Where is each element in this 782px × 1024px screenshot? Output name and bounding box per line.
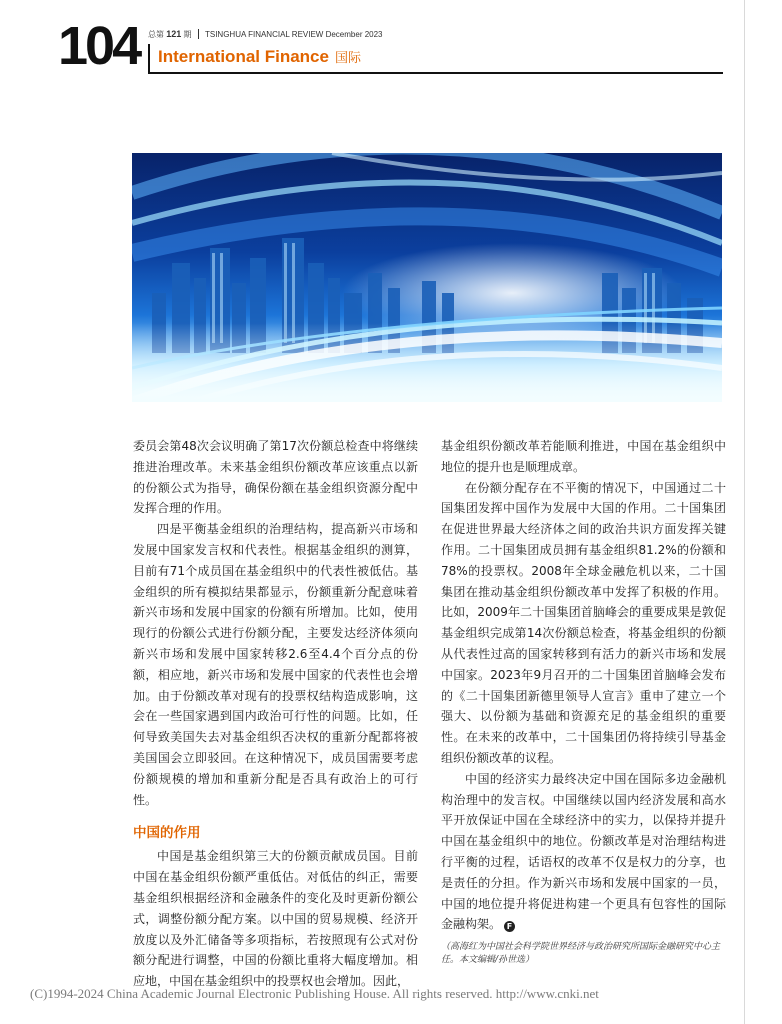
right-paragraph-3 [441, 769, 726, 935]
header-separator [198, 29, 199, 39]
right-paragraph-1: 基金组织份额改革若能顺利推进，中国在基金组织中地位的提升也是顺理成章。 [441, 439, 726, 474]
issue-suffix: 期 [183, 30, 192, 39]
section-heading: 中国的作用 [133, 825, 201, 842]
header-rule [148, 72, 723, 74]
left-paragraph-2: 四是平衡基金组织的治理结构，提高新兴市场和发展中国家发言权和代表性。根据基金组织的测算，目前有71个成员国在基金组织中的代表性被低估。基金组织的所有模拟结果都显示，份额重新分配意味着新兴市场和发展中国家的份额有所增加。比如，使用现行的份额公式进行份额分配，主要发达经济体须向新兴市场和发展中国家转移2.6至4.4个百分点的份额，相应地，新兴市场和发展中国家的代表性也会增加。由于份额改革对现有的投票权结构造成影响，这会在一些国家遇到国内政治可行性的问题。比如，任何导致美国失去对基金组织否决权的重新分配都将被美国国会立即驳回。在这种情况下，成员国需要考虑份额规模的增加和重新分配是否具有政治上的可行性。 [133, 522, 418, 807]
issue-prefix: 总第 [148, 30, 164, 39]
section-title-en: International Finance [158, 47, 329, 66]
futuristic-city-image [132, 153, 722, 402]
section-title [158, 47, 361, 68]
page-number: 104 [58, 16, 140, 76]
end-mark-icon: F [504, 921, 515, 932]
page-edge-rule [744, 0, 745, 1024]
left-paragraph-3: 中国是基金组织第三大的份额贡献成员国。目前中国在基金组织份额严重低估。对低估的纠正，需要基金组织根据经济和金融条件的变化及时更新份额公式，调整份额分配方案。以中国的贸易规模、经济开放度以及外汇储备等多项指标，若按照现有公式对份额分配进行调整，中国的份额比重将大幅度增加。相应地，中国在基金组织中的投票权也会增加。因此， [133, 849, 418, 989]
header-divider [148, 44, 150, 74]
right-column [441, 436, 726, 935]
issue-number: 121 [166, 29, 182, 39]
left-paragraph-1: 委员会第48次会议明确了第17次份额总检查中将继续推进治理改革。未来基金组织份额改革应该重点以新的份额公式为指导，确保份额在基金组织资源分配中发挥合理的作用。 [133, 439, 418, 516]
journal-name: TSINGHUA FINANCIAL REVIEW December 2023 [204, 30, 383, 39]
copyright-footer: (C)1994-2024 China Academic Journal Electronic Publishing House. All rights reserved. http://www.cnki.net [30, 986, 599, 1001]
right-paragraph-3-text: 中国的经济实力最终决定中国在国际多边金融机构治理中的发言权。中国继续以国内经济发展和高水平开放保证中国在全球经济中的实力，以保持并提升中国在基金组织中的地位。份额改革是对治理结构进行平衡的过程，话语权的改革不仅是权力的分享，也是责任的分担。作为新兴市场和发展中国家的一员，中国的地位提升将促进构建一个更具有包容性的国际金融构架。 [441, 771, 726, 932]
author-note: （高海红为中国社会科学院世界经济与政治研究所国际金融研究中心主任。本文编辑/孙世选） [441, 942, 721, 965]
right-paragraph-2: 在份额分配存在不平衡的情况下，中国通过二十国集团发挥中国作为发展中大国的作用。二十国集团在促进世界最大经济体之间的政治共识方面发挥关键作用。二十国集团成员拥有基金组织81.2%的份额和78%的投票权。2008年全球金融危机以来，二十国集团在推动基金组织份额改革中发挥了积极的作用。比如，2009年二十国集团首脑峰会的重要成果是敦促基金组织完成第14次份额总检查，将基金组织的份额从代表性过高的国家转移到有活力的新兴市场和发展中国家。2023年9月召开的二十国集团首脑峰会发布的《二十国集团新德里领导人宣言》重申了建立一个强大、以份额为基础和资源充足的基金组织的重要性。在未来的改革中，二十国集团仍将持续引导基金组织份额改革的议程。 [441, 480, 726, 765]
section-title-cn: 国际 [334, 50, 361, 65]
issue-info [148, 28, 383, 41]
left-column [133, 436, 418, 992]
